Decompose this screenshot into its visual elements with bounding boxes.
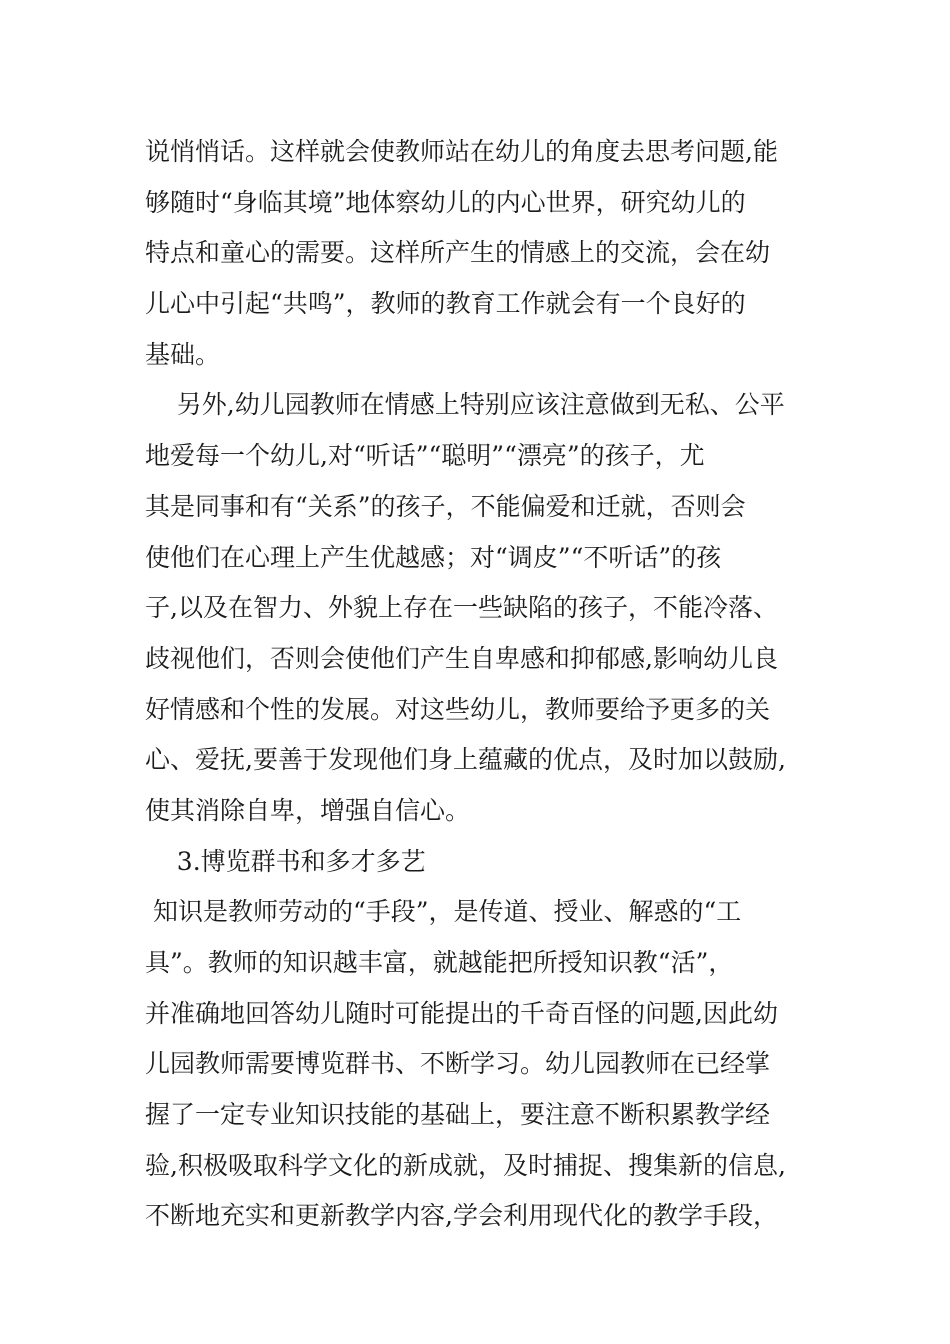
text-line: 知识是教师劳动的“手段”，是传道、授业、解惑的“工	[145, 897, 742, 927]
text-line: 地爱每一个幼儿,对“听话”“聪明”“漂亮”的孩子，尤	[145, 441, 705, 471]
text-line: 验,积极吸取科学文化的新成就，及时捕捉、搜集新的信息,	[145, 1150, 786, 1180]
text-line: 歧视他们，否则会使他们产生自卑感和抑郁感,影响幼儿良	[145, 643, 778, 673]
text-line: 够随时“身临其境”地体察幼儿的内心世界，研究幼儿的	[145, 187, 746, 217]
text-line: 说悄悄话。这样就会使教师站在幼儿的角度去思考问题,能	[145, 137, 778, 166]
text-line: 另外,幼儿园教师在情感上特别应该注意做到无私、公平	[145, 390, 785, 420]
text-line: 握了一定专业知识技能的基础上，要注意不断积累教学经	[145, 1100, 771, 1130]
text-line: 不断地充实和更新教学内容,学会利用现代化的教学手段，	[145, 1201, 778, 1231]
text-line: 好情感和个性的发展。对这些幼儿，教师要给予更多的关	[145, 694, 771, 724]
text-line: 儿园教师需要博览群书、不断学习。幼儿园教师在已经掌	[145, 1049, 771, 1079]
text-line: 使其消除自卑，增强自信心。	[145, 795, 471, 825]
text-line: 儿心中引起“共鸣”，教师的教育工作就会有一个良好的	[145, 289, 746, 319]
text-line: 并准确地回答幼儿随时可能提出的千奇百怪的问题,因此幼	[145, 998, 778, 1028]
text-line: 特点和童心的需要。这样所产生的情感上的交流，会在幼	[145, 238, 771, 268]
text-line: 心、爱抚,要善于发现他们身上蕴藏的优点，及时加以鼓励,	[145, 745, 786, 775]
text-line: 具”。教师的知识越丰富，就越能把所授知识教“活”，	[145, 948, 734, 977]
text-line: 其是同事和有“关系”的孩子，不能偏爱和迁就，否则会	[145, 491, 746, 521]
text-line: 基础。	[145, 339, 221, 369]
text-line: 子,以及在智力、外貌上存在一些缺陷的孩子，不能冷落、	[145, 593, 778, 623]
document-body	[145, 127, 805, 1242]
text-line: 使他们在心理上产生优越感；对“调皮”“不听话”的孩	[145, 542, 722, 572]
section-heading: 3.博览群书和多才多艺	[145, 846, 426, 876]
